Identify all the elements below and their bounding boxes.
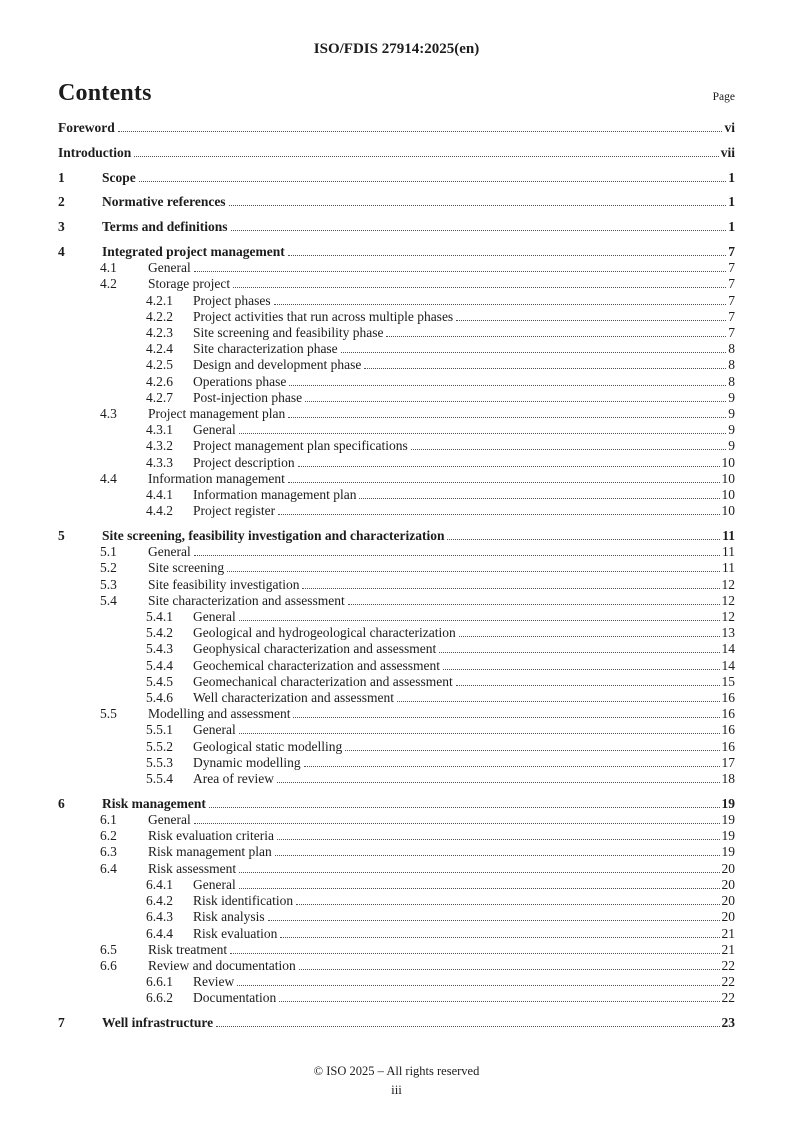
toc-entry-number: 6.6.1 [146,974,173,990]
toc-entry-number: 5.4.6 [146,690,173,706]
toc-entry-title: Project register [193,503,276,519]
page-number: iii [391,1082,402,1097]
dot-leader [298,466,720,467]
dot-leader [268,920,720,921]
toc-entry-number: 4.3.3 [146,454,173,470]
toc-entry [58,909,735,925]
toc-entry-page: 10 [721,454,735,470]
toc-entry [58,276,735,292]
toc-entry-number: 2 [58,194,65,210]
toc-entry-page: 19 [721,812,735,828]
toc-entry-number: 6.6.2 [146,990,173,1006]
dot-leader [194,555,720,556]
toc-entry-title: Scope [102,169,136,185]
toc-entry [58,877,735,893]
toc-entry-number: 4.4.1 [146,487,173,503]
toc-entry [58,990,735,1006]
toc-entry-title: Risk identification [193,893,294,909]
toc-entry-number: 4.2.2 [146,308,173,324]
toc-entry-page: 17 [721,754,735,770]
toc-entry-number: 5.3 [100,576,117,592]
toc-entry-title: General [148,812,191,828]
toc-entry-title: Risk assessment [148,860,237,876]
toc-entry [58,577,735,593]
toc-entry-title: Site feasibility investigation [148,576,300,592]
toc-entry [58,471,735,487]
toc-entry [58,771,735,787]
toc-entry-title: Information management [148,470,285,486]
toc-entry-title: General [193,609,236,625]
toc-entry-page: 22 [721,990,735,1006]
toc-entry [58,560,735,576]
dot-leader [278,514,719,515]
toc-entry-page: 1 [728,194,735,210]
toc-entry-title: Site screening and feasibility phase [193,325,384,340]
toc-entry-title: Site characterization phase [193,341,338,357]
toc-entry-title: General [193,422,236,438]
dot-leader [456,685,720,686]
toc-entry-page: 7 [728,292,735,308]
dot-leader [280,937,719,938]
toc-entry-number: 5.4 [100,592,117,608]
dot-leader [239,620,720,621]
dot-leader [279,1001,719,1002]
dot-leader [386,336,726,337]
dot-leader [231,230,727,231]
toc-entry-number: 4.1 [100,260,117,276]
toc-entry-title: Review [193,974,235,990]
toc-entry [58,958,735,974]
dot-leader [288,417,726,418]
toc-entry [58,755,735,771]
toc-entry-title: Design and development phase [193,357,362,373]
contents-header [58,80,735,106]
toc-entry-page: 13 [721,625,735,641]
toc-entry [58,674,735,690]
toc-entry-number: 4.4.2 [146,503,173,519]
toc-entry-title: Operations phase [193,373,287,389]
dot-leader [277,839,720,840]
toc-entry [58,641,735,657]
toc-entry-page: vii [720,144,735,160]
document-id: ISO/FDIS 27914:2025(en) [313,41,480,57]
dot-leader [139,181,727,182]
toc-entry-number: 6.4.3 [146,909,173,925]
toc-entry [58,893,735,909]
toc-entry-number: 6.4.4 [146,925,173,941]
toc-entry-title: Geomechanical characterization and assessment [193,673,453,689]
toc-entry-page: 12 [721,609,735,625]
toc-entry-title: General [148,544,191,560]
dot-leader [288,482,720,483]
toc-entry-page: 8 [728,357,735,373]
toc-entry-page: 7 [728,325,735,340]
dot-leader [447,539,720,540]
toc-entry-page: 16 [721,738,735,754]
toc-entry-page: 19 [721,844,735,860]
toc-entry [58,219,735,235]
toc-entry-title: Project management plan specifications [193,438,408,454]
toc-entry [58,593,735,609]
toc-entry-page: 9 [728,389,735,405]
toc-entry [58,455,735,471]
toc-entry-page: 15 [721,673,735,689]
contents-title: Contents [58,80,152,106]
toc-entry-page: 12 [721,576,735,592]
dot-leader [229,205,727,206]
toc-entry-title: General [193,876,236,892]
toc-entry [58,926,735,942]
dot-leader [359,498,719,499]
toc-entry [58,828,735,844]
dot-leader [288,255,727,256]
toc-entry [58,309,735,325]
toc-entry-number: 4.2.7 [146,389,173,405]
toc-entry [58,120,735,136]
dot-leader [299,969,720,970]
toc-entry [58,293,735,309]
toc-entry-page: 8 [728,373,735,389]
dot-leader [134,156,718,157]
toc-entry-number: 6.4.2 [146,893,173,909]
toc-entry-number: 5.4.5 [146,673,173,689]
toc-entry-page: 10 [721,470,735,486]
dot-leader [289,385,726,386]
dot-leader [274,304,727,305]
toc-entry-number: 5.5.1 [146,722,173,738]
page-column-label: Page [712,91,735,103]
toc-entry-page: 9 [728,438,735,454]
dot-leader [227,571,720,572]
toc-entry [58,325,735,341]
toc-entry-page: 7 [728,260,735,276]
toc-entry-number: 5 [58,528,65,544]
toc-entry [58,390,735,406]
dot-leader [233,287,726,288]
toc-entry-title: Post-injection phase [193,389,303,405]
toc-entry-title: Risk treatment [148,941,228,957]
dot-leader [456,320,726,321]
dot-leader [118,131,723,132]
toc-entry-title: Risk management plan [148,844,272,860]
toc-entry-number: 6.2 [100,828,117,844]
dot-leader [304,766,720,767]
toc-entry-page: 16 [721,722,735,738]
dot-leader [348,604,720,605]
toc-entry-number: 5.4.3 [146,641,173,657]
dot-leader [230,953,719,954]
toc-entry-page: 11 [722,560,735,576]
toc-entry-number: 4 [58,243,65,259]
toc-entry [58,812,735,828]
toc-entry-number: 6.6 [100,957,117,973]
toc-entry-number: 6.5 [100,941,117,957]
toc-entry-number: 4.2 [100,276,117,292]
toc-entry-number: 5.4.4 [146,657,173,673]
toc-entry-number: 4.3.1 [146,422,173,438]
toc-entry-page: 10 [721,503,735,519]
toc-entry [58,974,735,990]
toc-entry-page: 21 [721,925,735,941]
toc-entry-page: 14 [721,641,735,657]
dot-leader [397,701,720,702]
toc-entry [58,706,735,722]
dot-leader [194,823,720,824]
toc-entry-title: Site screening [148,560,225,576]
toc-entry-title: Documentation [193,990,277,1006]
toc-entry-page: 7 [728,243,735,259]
toc-entry-number: 4.3.2 [146,438,173,454]
toc-entry-number: 4.2.3 [146,325,173,340]
toc-entry-page: 7 [728,276,735,292]
toc-entry [58,1015,735,1031]
toc-entry-title: Risk evaluation [193,925,278,941]
toc-entry-number: 6 [58,795,65,811]
toc-entry-title: General [193,722,236,738]
toc-entry-number: 5.2 [100,560,117,576]
toc-entry [58,722,735,738]
dot-leader [305,401,726,402]
toc-entry-number: 5.5.3 [146,754,173,770]
toc-entry-title: Integrated project management [102,243,285,259]
dot-leader [345,750,719,751]
toc-entry-page: 1 [728,219,735,235]
toc-entry [58,260,735,276]
toc-entry-page: 11 [722,528,735,544]
toc-entry [58,406,735,422]
dot-leader [239,433,727,434]
toc-entry-number: 7 [58,1015,65,1031]
dot-leader [277,782,720,783]
toc-entry-title: Storage project [148,276,231,292]
toc-entry-title: Information management plan [193,487,357,503]
toc-entry-number: 4.2.1 [146,292,173,308]
toc-entry-title: Well infrastructure [102,1015,214,1031]
toc-entry-title: Risk analysis [193,909,265,925]
dot-leader [296,904,719,905]
toc-entry-title: Dynamic modelling [193,754,301,770]
toc-entry-page: 12 [721,592,735,608]
toc-entry [58,844,735,860]
dot-leader [216,1026,719,1027]
toc-entry-title: Introduction [58,144,132,160]
dot-leader [364,368,726,369]
toc-entry-number: 5.5.4 [146,771,173,787]
toc-entry-page: 9 [728,406,735,422]
toc-entry-page: 14 [721,657,735,673]
toc-entry [58,170,735,186]
dot-leader [239,733,720,734]
toc-entry-title: Normative references [102,194,226,210]
toc-entry [58,528,735,544]
toc-entry-page: 19 [721,795,735,811]
toc-entry-number: 3 [58,219,65,235]
dot-leader [439,652,719,653]
toc-entry-number: 5.4.1 [146,609,173,625]
toc-entry-number: 5.5 [100,706,117,722]
toc-entry-title: Terms and definitions [102,219,228,235]
toc-entry-title: Site screening, feasibility investigation and characterization [102,528,445,544]
toc-entry-title: Area of review [193,771,274,787]
toc-entry-number: 1 [58,169,65,185]
toc-entry [58,690,735,706]
toc-entry [58,145,735,161]
toc-entry [58,503,735,519]
toc-entry-page: 20 [721,909,735,925]
toc-entry-page: 9 [728,422,735,438]
toc-entry-title: Well characterization and assessment [193,690,394,706]
dot-leader [459,636,720,637]
toc-entry [58,487,735,503]
toc-entry-number: 4.2.4 [146,341,173,357]
dot-leader [443,669,719,670]
toc-entry [58,861,735,877]
toc-entry-page: 22 [721,957,735,973]
toc-entry-number: 5.4.2 [146,625,173,641]
dot-leader [302,588,719,589]
toc-entry-title: General [148,260,191,276]
toc-entry-page: 19 [721,828,735,844]
toc-entry-title: Review and documentation [148,957,296,973]
toc-entry-page: 20 [721,893,735,909]
toc-entry [58,422,735,438]
dot-leader [209,807,720,808]
toc-entry-title: Geological and hydrogeological characterization [193,625,456,641]
toc-entry-page: 1 [728,169,735,185]
toc-entry-number: 5.5.2 [146,738,173,754]
toc-entry [58,796,735,812]
toc-entry-page: vi [724,120,735,135]
toc-entry-page: 20 [721,860,735,876]
toc-entry-title: Modelling and assessment [148,706,291,722]
toc-entry-page: 18 [721,771,735,787]
toc-entry [58,357,735,373]
toc-entry [58,658,735,674]
dot-leader [237,985,719,986]
toc-entry-page: 16 [721,690,735,706]
toc-entry-title: Project phases [193,292,271,308]
toc-entry [58,438,735,454]
toc-entry-page: 8 [728,341,735,357]
dot-leader [293,717,719,718]
dot-leader [275,855,720,856]
dot-leader [194,271,727,272]
toc-entry-number: 4.2.6 [146,373,173,389]
toc-entry-number: 6.1 [100,812,117,828]
toc-entry-page: 20 [721,876,735,892]
toc-entry-number: 4.2.5 [146,357,173,373]
toc-entry [58,609,735,625]
toc-entry [58,374,735,390]
dot-leader [411,449,726,450]
toc-entry-title: Risk management [102,795,206,811]
toc-entry-title: Risk evaluation criteria [148,828,274,844]
toc-entry-number: 5.1 [100,544,117,560]
toc-entry-title: Geochemical characterization and assessment [193,657,441,673]
toc-entry-title: Project activities that run across multiple phases [193,308,454,324]
toc-entry-title: Foreword [58,120,115,135]
toc-entry-title: Geophysical characterization and assessment [193,641,437,657]
toc-entry-title: Site characterization and assessment [148,592,345,608]
toc-entry-page: 7 [728,308,735,324]
dot-leader [239,872,719,873]
toc-entry [58,194,735,210]
toc-entry [58,341,735,357]
toc-entry-title: Project description [193,454,295,470]
toc-entry-number: 4.3 [100,406,117,422]
toc-entry-page: 10 [721,487,735,503]
toc-entry [58,244,735,260]
toc-entry-title: Project management plan [148,406,286,422]
toc-entry-number: 6.4 [100,860,117,876]
toc-entry-number: 6.4.1 [146,876,173,892]
toc-entry-title: Geological static modelling [193,738,343,754]
toc-entry-page: 11 [722,544,735,560]
toc-entry-page: 23 [721,1015,735,1031]
toc-entry [58,739,735,755]
toc-entry-page: 21 [721,941,735,957]
table-of-contents [58,120,735,1031]
toc-entry [58,942,735,958]
toc-entry [58,544,735,560]
toc-entry-page: 16 [721,706,735,722]
toc-entry [58,625,735,641]
dot-leader [239,888,720,889]
dot-leader [341,352,727,353]
page-footer [0,1064,793,1098]
toc-entry-page: 22 [721,974,735,990]
toc-entry-number: 4.4 [100,470,117,486]
copyright-notice: © ISO 2025 – All rights reserved [313,1064,480,1078]
toc-entry-number: 6.3 [100,844,117,860]
